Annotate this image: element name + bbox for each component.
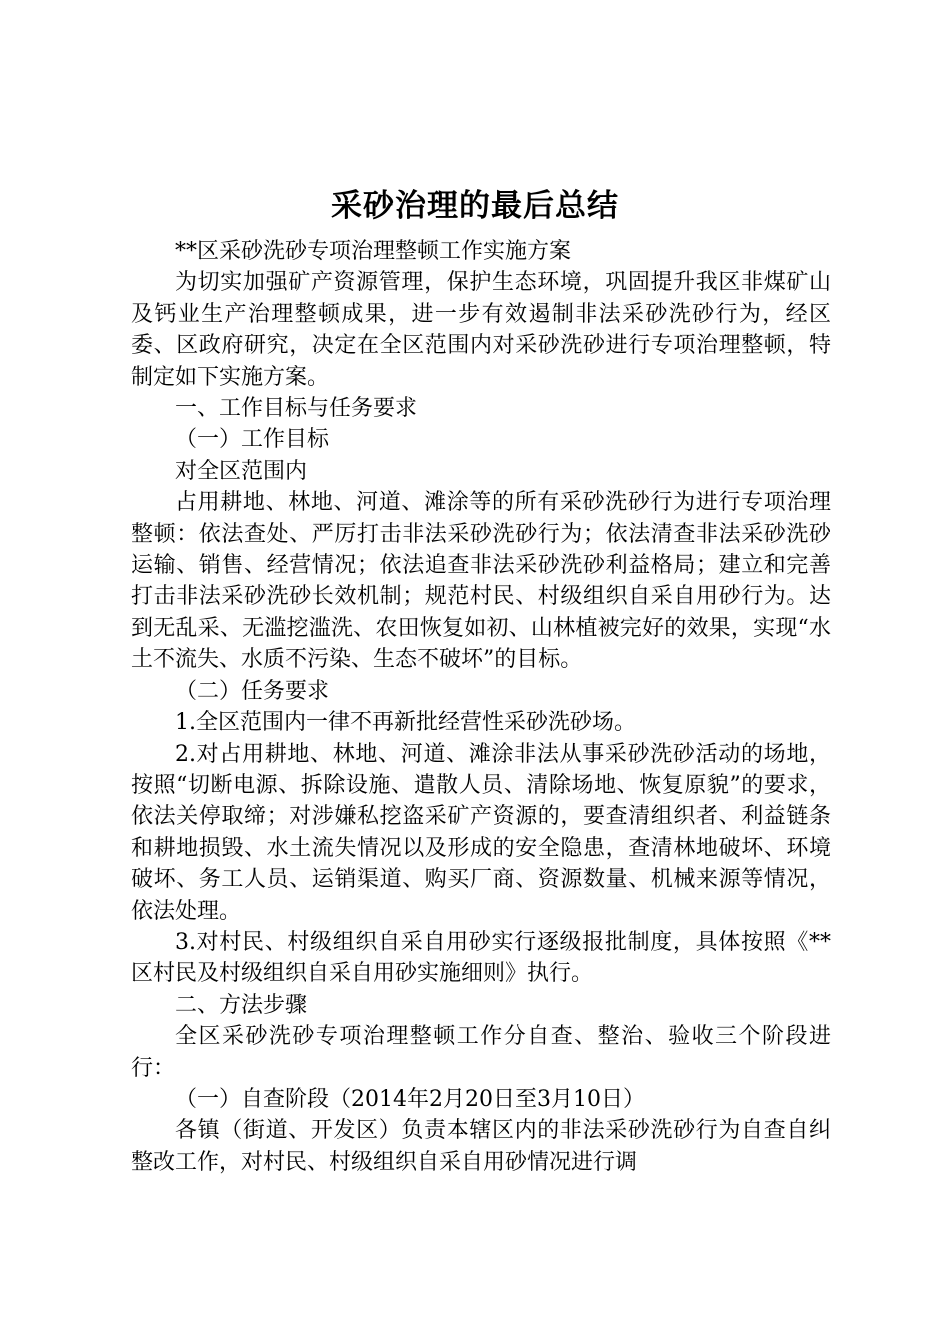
subsection-heading-task: （二）任务要求 [175,678,330,704]
document-body [131,236,831,1178]
document-title: 采砂治理的最后总结 [331,188,619,224]
task-item-3: 3.对村民、村级组织自采自用砂实行逐级报批制度，具体按照《**区村民及村级组织自采自用砂实施细则》执行。 [131,929,831,987]
section-heading-goals: 一、工作目标与任务要求 [175,396,418,422]
stage-heading-self-check: （一）自查阶段（2014年2月20日至3月10日） [175,1086,645,1112]
steps-intro: 全区采砂洗砂专项治理整顿工作分自查、整治、验收三个阶段进行： [131,1024,831,1081]
task-item-1: 1.全区范围内一律不再新批经营性采砂洗砂场。 [175,710,636,736]
self-check-paragraph: 各镇（街道、开发区）负责本辖区内的非法采砂洗砂行为自查自纠整改工作，对村民、村级组织自采自用砂情况进行调 [131,1118,831,1175]
intro-paragraph: 为切实加强矿产资源管理，保护生态环境，巩固提升我区非煤矿山及钙业生产治理整顿成果，进一步有效遏制非法采砂洗砂行为，经区委、区政府研究，决定在全区范围内对采砂洗砂进行专项治理整顿，特制定如下实施方案。 [131,270,831,390]
goal-paragraph: 占用耕地、林地、河道、滩涂等的所有采砂洗砂行为进行专项治理整顿：依法查处、严厉打击非法采砂洗砂行为；依法清查非法采砂洗砂运输、销售、经营情况；依法追查非法采砂洗砂利益格局；建立和完善打击非法采砂洗砂长效机制；规范村民、村级组织自采自用砂行为。达到无乱采、无滥挖滥洗、农田恢复如初、山林植被完好的效果，实现“水土不流失、水质不污染、生态不破坏”的目标。 [131,490,831,673]
subsection-heading-work-goal: （一）工作目标 [175,427,330,453]
section-heading-steps: 二、方法步骤 [175,992,308,1018]
plan-title: **区采砂洗砂专项治理整顿工作实施方案 [175,239,572,264]
scope-line: 对全区范围内 [175,458,308,484]
task-item-2: 2.对占用耕地、林地、河道、滩涂非法从事采砂洗砂活动的场地，按照“切断电源、拆除设施、遣散人员、清除场地、恢复原貌”的要求，依法关停取缔；对涉嫌私挖盗采矿产资源的，要查清组织者、利益链条和耕地损毁、水土流失情况以及形成的安全隐患，查清林地破坏、环境破坏、务工人员、运销渠道、购买厂商、资源数量、机械来源等情况，依法处理。 [131,741,831,924]
